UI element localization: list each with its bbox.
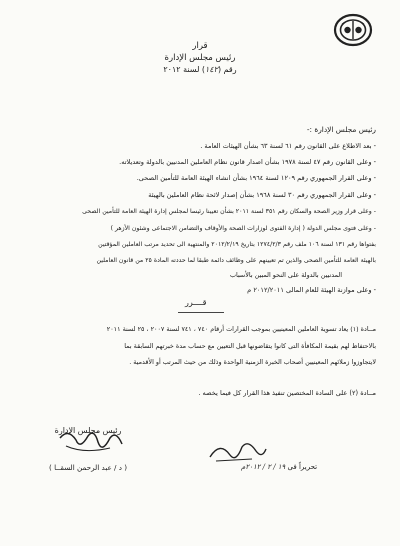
decision-heading: قــــرر <box>185 298 207 307</box>
decision-heading-underline <box>178 312 224 313</box>
decision-number-prefix: رقم ( <box>217 65 237 74</box>
decision-number-handwritten: ١٤٢ <box>205 65 218 74</box>
article-2-line: مــادة (٢) على السادة المختصين تنفيذ هذا القرار كل فيما يخصه . <box>198 389 376 397</box>
decision-number-line <box>0 64 400 76</box>
preamble-line-9: المدنيين بالدولة على النحو المبين بالأسباب <box>229 271 342 279</box>
preamble-line-6: - وعلى فتوى مجلس الدولة ( إدارة الفتوى لوزارات الصحة والأوقاف والتضامن الاجتماعى وشئون الأزهر ) <box>110 225 376 232</box>
preamble-line-3: - وعلى القرار الجمهوري رقم ١٢٠٩ لسنة ١٩٦٤ بشأن انشاء الهيئة العامة للتأمين الصحى. <box>136 174 376 182</box>
date-value: ١٩ / ٢ / ٢٠١٢م <box>241 463 286 471</box>
article-1-line-2: بالاحتفاظ لهم بقيمة المكافأة التى كانوا يتقاضونها قبل التعيين مع حساب مدة خبرتهم السابقة بما <box>124 342 376 350</box>
preamble-line-10: - وعلى موازنة الهيئة للعام المالى ٢٠١٢/٢٠١١ م <box>247 286 376 294</box>
signatory-name: ( د / عبد الرحمن السقــا ) <box>48 463 128 472</box>
chairman-signature <box>50 424 130 464</box>
decision-number-suffix: ) لسنة ٢٠١٢ <box>163 65 206 74</box>
preamble-line-8: بالهيئة العامة للتأمين الصحى والذين تم تعيينهم على وظائف دائمة طبقا لما حددته المادة ٢٥ من قانون العاملين <box>96 257 376 264</box>
article-1-line-3: لايتجاوزوا زملائهم المعينيين أصحاب الخبرة الزمنية الواحدة وذلك من حيث المرتب أو الأقدمية . <box>129 358 376 366</box>
document-date <box>241 463 317 471</box>
header-subtitle: رئيس مجلس الإدارة <box>164 53 236 63</box>
preamble-line-5: - وعلى قرار وزير الصحة والسكان رقم ٣٥١ لسنة ٢٠١١ بشأن تعيينا رئيسا لمجلس إدارة الهيئة العامة للتأمين الصحى <box>82 208 376 215</box>
preamble-line-7: بفتواها رقم ١٣١ لسنة ١٠٦ ملف رقم ١٢٧٤/٢/٣ بتاريخ ٢٠١٢/٢/١٩ والمنتهية الى تحديد مرتب العاملين المؤقتين <box>98 241 376 248</box>
preamble-line-1: - بعد الاطلاع على القانون رقم ٦١ لسنة ٦٣ بشأن الهيئات العامة . <box>200 142 376 150</box>
date-prefix: تحريراً فى <box>287 463 318 471</box>
header-title: قرار <box>192 41 208 51</box>
preamble-line-2: - وعلى القانون رقم ٤٧ لسنة ١٩٧٨ بشأن اصدار قانون نظام العاملين المدنيين بالدولة وتعديلاته. <box>119 158 376 166</box>
decision-header <box>0 40 400 76</box>
article-1-line-1: مــادة (١) يعاد تسوية العاملين المعينيين بموجب القرارات أرقام ٧٤٠ ، ٧٤١ لسنة ٢٠٠٧ ، ٢٥ لسنة ٢٠١١ <box>106 325 376 333</box>
preamble-line-4: - وعلى القرار الجمهوري رقم ٣٠ لسنة ١٩٦٨ بشأن إصدار لائحة نظام العاملين بالهيئة <box>148 191 376 199</box>
addressee-line: رئيس مجلس الإدارة :- <box>306 125 376 134</box>
signatory-title: رئيس مجلس الإدارة <box>54 426 122 435</box>
